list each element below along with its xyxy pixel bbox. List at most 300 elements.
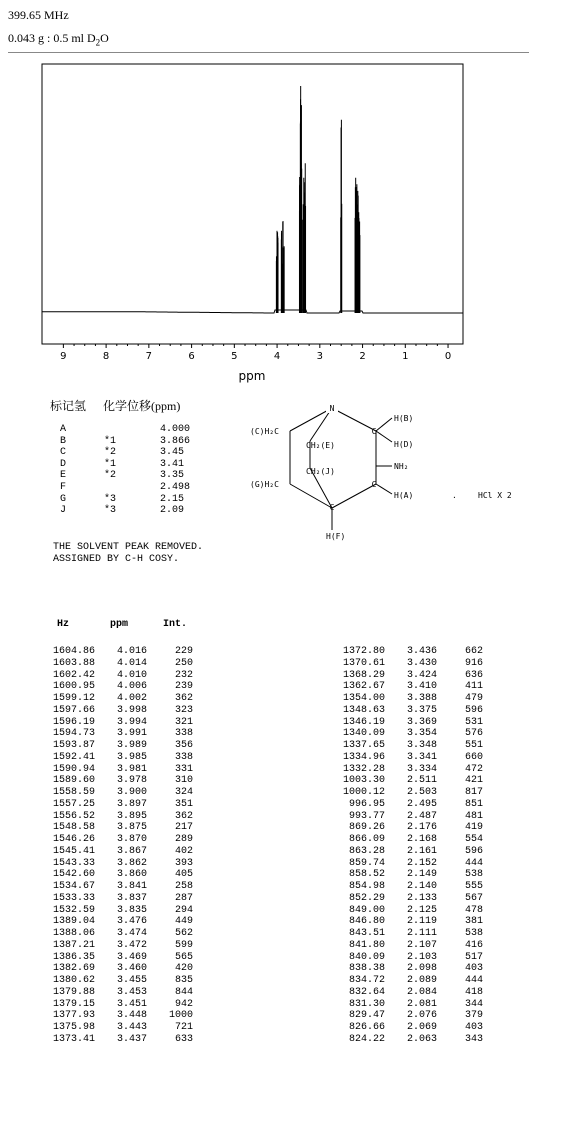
intensity-value: 817 <box>464 787 483 798</box>
intensity-value: 379 <box>464 1010 483 1022</box>
intensity-value: 418 <box>464 986 483 998</box>
intensity-value: 381 <box>464 916 483 928</box>
intensity-value: 449 <box>174 916 193 928</box>
x-tick-label: 0 <box>444 351 452 362</box>
hz-value: 1594.73 <box>52 728 95 740</box>
hz-value: 1003.30 <box>342 775 385 787</box>
peak-table-row <box>42 1010 193 1022</box>
peak-table-row <box>42 705 193 717</box>
intensity-value: 565 <box>174 951 193 963</box>
hz-value: 993.77 <box>348 810 385 822</box>
intensity-value: 338 <box>174 728 193 740</box>
ppm-value: 2.176 <box>406 822 437 834</box>
peak-table-row <box>332 728 483 740</box>
chemical-shift: 4.000 <box>160 424 191 435</box>
hz-value: 1373.41 <box>52 1033 95 1045</box>
hz-value: 1337.65 <box>342 740 385 751</box>
ppm-value: 3.998 <box>116 704 147 716</box>
peak-table-row <box>42 975 193 987</box>
ppm-value: 2.098 <box>406 963 437 975</box>
molecule-structure <box>240 396 540 546</box>
intensity-value: 555 <box>464 881 483 892</box>
ppm-value: 3.410 <box>406 681 437 693</box>
hz-value: 834.72 <box>348 975 385 986</box>
peak-table-row <box>42 787 193 799</box>
intensity-value: 472 <box>464 763 483 775</box>
hz-value: 1368.29 <box>342 669 385 681</box>
ppm-value: 3.841 <box>116 881 147 892</box>
hz-value: 869.26 <box>348 822 385 834</box>
atom-c: C <box>371 480 377 489</box>
peak-table-row <box>332 752 483 764</box>
assignment-row <box>60 424 190 436</box>
hz-value: 1386.35 <box>52 951 95 963</box>
hz-value: 866.09 <box>348 834 385 845</box>
ppm-value: 2.133 <box>406 892 437 904</box>
ppm-value: 4.010 <box>116 669 147 681</box>
intensity-value: 562 <box>174 928 193 939</box>
atom-c: C <box>371 427 377 436</box>
hz-value: 1557.25 <box>52 798 95 810</box>
intensity-value: 576 <box>464 728 483 740</box>
hz-value: 1375.98 <box>52 1022 95 1033</box>
ppm-value: 3.900 <box>116 787 147 798</box>
hz-value: 846.80 <box>348 916 385 928</box>
ppm-value: 2.149 <box>406 869 437 881</box>
ppm-value: 2.076 <box>406 1010 437 1022</box>
col-int-header: Int. <box>163 619 188 630</box>
intensity-value: 393 <box>174 857 193 869</box>
peak-table-row <box>332 740 483 752</box>
hz-value: 1533.33 <box>52 892 95 904</box>
ppm-value: 3.455 <box>116 975 147 986</box>
peak-table-row <box>332 999 483 1011</box>
intensity-value: 416 <box>464 939 483 951</box>
sample-suffix: O <box>100 31 109 45</box>
proton-label: B <box>60 435 67 447</box>
ppm-value: 3.388 <box>406 693 437 704</box>
hz-value: 1346.19 <box>342 716 385 728</box>
peak-table-row <box>42 764 193 776</box>
ppm-value: 3.448 <box>116 1010 147 1022</box>
ppm-value: 3.469 <box>116 951 147 963</box>
peak-table-row <box>42 999 193 1011</box>
atom-ch2-e: CH₂(E) <box>306 441 335 450</box>
hz-value: 1597.66 <box>52 704 95 716</box>
hz-value: 1354.00 <box>342 693 385 704</box>
intensity-value: 1000 <box>168 1010 193 1022</box>
ppm-value: 2.503 <box>406 787 437 798</box>
ppm-value: 4.016 <box>116 646 147 657</box>
hz-value: 1000.12 <box>342 787 385 798</box>
atom-h-d: H(D) <box>394 440 414 449</box>
peak-table-row <box>42 928 193 940</box>
peak-table-row <box>332 1010 483 1022</box>
intensity-value: 338 <box>174 751 193 763</box>
hz-value: 852.29 <box>348 892 385 904</box>
intensity-value: 362 <box>174 810 193 822</box>
peak-table-row <box>332 975 483 987</box>
intensity-value: 217 <box>174 822 193 834</box>
ppm-value: 4.006 <box>116 681 147 693</box>
intensity-value: 596 <box>464 845 483 857</box>
intensity-value: 916 <box>464 657 483 669</box>
intensity-value: 258 <box>174 881 193 892</box>
hz-value: 838.38 <box>348 963 385 975</box>
intensity-value: 444 <box>464 975 483 986</box>
chemical-shift: 2.09 <box>160 505 185 517</box>
intensity-value: 531 <box>464 716 483 728</box>
hz-value: 849.00 <box>348 904 385 916</box>
assignment-row <box>60 494 190 506</box>
atom-h-b: H(B) <box>394 414 414 423</box>
peak-table-row <box>332 658 483 670</box>
peak-table-row <box>42 646 193 658</box>
ppm-value: 3.451 <box>116 998 147 1010</box>
intensity-value: 660 <box>464 751 483 763</box>
assignment-row <box>60 482 190 494</box>
hz-value: 863.28 <box>348 845 385 857</box>
ppm-value: 2.168 <box>406 834 437 845</box>
peak-table-row <box>332 646 483 658</box>
assignment-row <box>60 436 190 448</box>
proton-label: E <box>60 470 67 482</box>
peak-table-row <box>42 1034 193 1046</box>
atom-nh2: NH₂ <box>394 462 409 471</box>
hz-value: 1389.04 <box>52 916 95 928</box>
hz-value: 1332.28 <box>342 763 385 775</box>
intensity-value: 599 <box>174 939 193 951</box>
chemical-shift: 3.41 <box>160 458 185 470</box>
atom-n: N <box>329 404 335 413</box>
hz-value: 1548.58 <box>52 822 95 834</box>
atom-c: C <box>329 503 335 512</box>
peak-table-row <box>42 752 193 764</box>
hz-value: 1590.94 <box>52 763 95 775</box>
ppm-value: 3.348 <box>406 740 437 751</box>
hz-value: 1534.67 <box>52 881 95 892</box>
ppm-value: 2.152 <box>406 857 437 869</box>
peak-table-row <box>42 905 193 917</box>
ppm-value: 2.140 <box>406 881 437 892</box>
ppm-value: 3.870 <box>116 834 147 845</box>
assignment-header <box>50 397 180 414</box>
peak-table-row <box>42 740 193 752</box>
ppm-value: 2.111 <box>406 928 437 939</box>
chemical-shift: 3.45 <box>160 447 185 459</box>
hz-value: 854.98 <box>348 881 385 892</box>
sample-subscript: 2 <box>95 37 101 48</box>
ppm-value: 3.994 <box>116 716 147 728</box>
intensity-value: 344 <box>464 998 483 1010</box>
assignment-shift-header: 化学位移(ppm) <box>103 399 181 413</box>
proton-label: D <box>60 458 67 470</box>
assignment-row <box>60 470 190 482</box>
peak-table-row <box>42 775 193 787</box>
hz-value: 859.74 <box>348 857 385 869</box>
peak-table-row <box>332 705 483 717</box>
intensity-value: 403 <box>464 1022 483 1033</box>
hz-value: 832.64 <box>348 986 385 998</box>
header-divider <box>8 52 529 53</box>
ppm-value: 3.991 <box>116 728 147 740</box>
intensity-value: 517 <box>464 951 483 963</box>
assignment-row <box>60 505 190 517</box>
hz-value: 1592.41 <box>52 751 95 763</box>
chemical-shift: 3.866 <box>160 435 191 447</box>
peak-table-row <box>332 1034 483 1046</box>
peak-table-row <box>42 834 193 846</box>
intensity-value: 851 <box>464 798 483 810</box>
intensity-value: 402 <box>174 845 193 857</box>
hz-value: 1370.61 <box>342 657 385 669</box>
assignment-notes: THE SOLVENT PEAK REMOVED. ASSIGNED BY C-H COSY. <box>53 542 204 565</box>
proton-label: C <box>60 447 67 459</box>
ppm-value: 2.089 <box>406 975 437 986</box>
intensity-value: 362 <box>174 693 193 704</box>
intensity-value: 444 <box>464 857 483 869</box>
ppm-value: 3.895 <box>116 810 147 822</box>
hz-value: 1382.69 <box>52 963 95 975</box>
ppm-value: 2.063 <box>406 1033 437 1045</box>
atom-g-h2c: (G)H₂C <box>250 480 279 489</box>
assignment-note: *1 <box>104 458 117 470</box>
hz-value: 1543.33 <box>52 857 95 869</box>
assignment-note: *3 <box>104 493 117 505</box>
assignment-label-header: 标记氢 <box>50 399 87 413</box>
peak-table-row <box>332 940 483 952</box>
peak-table-row <box>332 987 483 999</box>
peak-table-row <box>332 775 483 787</box>
hz-value: 831.30 <box>348 998 385 1010</box>
peak-table-row <box>332 834 483 846</box>
peak-table-left <box>42 646 193 1046</box>
peak-table-row <box>332 881 483 893</box>
ppm-value: 3.989 <box>116 740 147 751</box>
intensity-value: 323 <box>174 704 193 716</box>
peak-table-row <box>332 869 483 881</box>
ppm-value: 3.867 <box>116 845 147 857</box>
peak-table-row <box>42 693 193 705</box>
intensity-value: 411 <box>464 681 483 693</box>
intensity-value: 721 <box>174 1022 193 1033</box>
assignment-note: *2 <box>104 470 117 482</box>
peak-table-row <box>42 952 193 964</box>
peak-table-row <box>42 670 193 682</box>
intensity-value: 479 <box>464 693 483 704</box>
ppm-value: 4.014 <box>116 657 147 669</box>
ppm-value: 3.334 <box>406 763 437 775</box>
peak-table-row <box>42 728 193 740</box>
peak-table-row <box>42 846 193 858</box>
ppm-value: 3.835 <box>116 904 147 916</box>
intensity-value: 419 <box>464 822 483 834</box>
x-tick-label: 4 <box>273 351 281 362</box>
intensity-value: 538 <box>464 869 483 881</box>
assignment-row <box>60 459 190 471</box>
intensity-value: 294 <box>174 904 193 916</box>
intensity-value: 310 <box>174 775 193 787</box>
intensity-value: 403 <box>464 963 483 975</box>
ppm-value: 2.084 <box>406 986 437 998</box>
chemical-shift: 2.498 <box>160 481 191 493</box>
hz-value: 1379.15 <box>52 998 95 1010</box>
hz-value: 1379.88 <box>52 986 95 998</box>
peak-table-row <box>332 916 483 928</box>
peak-table-row <box>332 670 483 682</box>
intensity-value: 478 <box>464 904 483 916</box>
intensity-value: 239 <box>174 681 193 693</box>
hz-value: 1542.60 <box>52 869 95 881</box>
assignment-row <box>60 447 190 459</box>
chemical-shift: 2.15 <box>160 493 185 505</box>
ppm-value: 3.978 <box>116 775 147 787</box>
salt-dot: . <box>452 491 457 500</box>
assignment-note: *1 <box>104 435 117 447</box>
peak-table-row <box>332 893 483 905</box>
ppm-value: 3.985 <box>116 751 147 763</box>
peak-table-row <box>332 681 483 693</box>
hz-value: 1388.06 <box>52 928 95 939</box>
salt-label: HCl X 2 <box>478 491 512 500</box>
intensity-value: 287 <box>174 892 193 904</box>
peak-table-row <box>332 952 483 964</box>
intensity-value: 321 <box>174 716 193 728</box>
x-tick-label: 3 <box>316 351 324 362</box>
hz-value: 1602.42 <box>52 669 95 681</box>
x-tick-label: 5 <box>231 351 238 362</box>
ppm-value: 2.125 <box>406 904 437 916</box>
peak-table-row <box>42 940 193 952</box>
hz-value: 1604.86 <box>52 646 95 657</box>
intensity-value: 835 <box>174 975 193 986</box>
peak-table-row <box>42 963 193 975</box>
hz-value: 841.80 <box>348 939 385 951</box>
peak-table-row <box>42 681 193 693</box>
atom-ch2-j: CH₂(J) <box>306 467 335 476</box>
ppm-value: 3.897 <box>116 798 147 810</box>
hz-value: 826.66 <box>348 1022 385 1033</box>
x-tick-label: 7 <box>145 351 153 362</box>
peak-table-row <box>332 846 483 858</box>
intensity-value: 421 <box>464 775 483 787</box>
x-tick-label: 1 <box>402 351 409 362</box>
chemical-shift: 3.35 <box>160 470 185 482</box>
peak-table-row <box>332 764 483 776</box>
ppm-value: 3.369 <box>406 716 437 728</box>
intensity-value: 250 <box>174 657 193 669</box>
ppm-value: 2.107 <box>406 939 437 951</box>
atom-h-a: H(A) <box>394 491 414 500</box>
assignment-note: *3 <box>104 505 117 517</box>
intensity-value: 633 <box>174 1033 193 1045</box>
intensity-value: 596 <box>464 704 483 716</box>
col-ppm-header: ppm <box>110 619 129 630</box>
peak-table-row <box>332 693 483 705</box>
hz-value: 1589.60 <box>52 775 95 787</box>
ppm-value: 3.375 <box>406 704 437 716</box>
peak-table-row <box>42 869 193 881</box>
hz-value: 1340.09 <box>342 728 385 740</box>
x-axis-label: ppm <box>238 369 266 383</box>
intensity-value: 420 <box>174 963 193 975</box>
hz-value: 1377.93 <box>52 1010 95 1022</box>
intensity-value: 567 <box>464 892 483 904</box>
intensity-value: 343 <box>464 1033 483 1045</box>
ppm-value: 3.476 <box>116 916 147 928</box>
peak-table-right <box>332 646 483 1046</box>
peak-table-row <box>42 822 193 834</box>
nmr-spectrum-chart <box>0 60 570 390</box>
peak-table-row <box>42 858 193 870</box>
ppm-value: 3.430 <box>406 657 437 669</box>
hz-value: 1599.12 <box>52 693 95 704</box>
ppm-value: 4.002 <box>116 693 147 704</box>
ppm-value: 3.453 <box>116 986 147 998</box>
intensity-value: 331 <box>174 763 193 775</box>
hz-value: 1558.59 <box>52 787 95 798</box>
x-tick-label: 6 <box>188 351 195 362</box>
peak-table-row <box>332 811 483 823</box>
intensity-value: 662 <box>464 646 483 657</box>
ppm-value: 3.460 <box>116 963 147 975</box>
hz-value: 996.95 <box>348 798 385 810</box>
assignment-note: *2 <box>104 447 117 459</box>
intensity-value: 554 <box>464 834 483 845</box>
hz-value: 1603.88 <box>52 657 95 669</box>
intensity-value: 405 <box>174 869 193 881</box>
intensity-value: 229 <box>174 646 193 657</box>
intensity-value: 942 <box>174 998 193 1010</box>
hz-value: 1387.21 <box>52 939 95 951</box>
intensity-value: 356 <box>174 740 193 751</box>
peak-table-row <box>332 858 483 870</box>
ppm-value: 3.474 <box>116 928 147 939</box>
hz-value: 843.51 <box>348 928 385 939</box>
peak-table-row <box>332 787 483 799</box>
ppm-value: 3.875 <box>116 822 147 834</box>
ppm-value: 2.487 <box>406 810 437 822</box>
plot-frame <box>42 64 463 344</box>
peak-table-row <box>332 905 483 917</box>
peak-table-row <box>42 881 193 893</box>
x-tick-label: 2 <box>359 351 366 362</box>
atom-c-h2c: (C)H₂C <box>250 427 279 436</box>
intensity-value: 636 <box>464 669 483 681</box>
peak-table-row <box>42 717 193 729</box>
ppm-value: 3.424 <box>406 669 437 681</box>
proton-label: J <box>60 505 67 517</box>
ppm-value: 2.495 <box>406 798 437 810</box>
assignment-table <box>60 424 190 517</box>
intensity-value: 844 <box>174 986 193 998</box>
x-tick-label: 8 <box>102 351 110 362</box>
ppm-value: 2.103 <box>406 951 437 963</box>
peak-table-row <box>42 658 193 670</box>
hz-value: 1556.52 <box>52 810 95 822</box>
hz-value: 1348.63 <box>342 704 385 716</box>
peak-table-row <box>332 1022 483 1034</box>
hz-value: 1545.41 <box>52 845 95 857</box>
hz-value: 1380.62 <box>52 975 95 986</box>
intensity-value: 289 <box>174 834 193 845</box>
ppm-value: 3.437 <box>116 1033 147 1045</box>
x-tick-label: 9 <box>60 351 67 362</box>
proton-label: F <box>60 481 67 493</box>
peak-table-row <box>42 799 193 811</box>
atom-h-f: H(F) <box>326 532 346 541</box>
ppm-value: 2.069 <box>406 1022 437 1033</box>
